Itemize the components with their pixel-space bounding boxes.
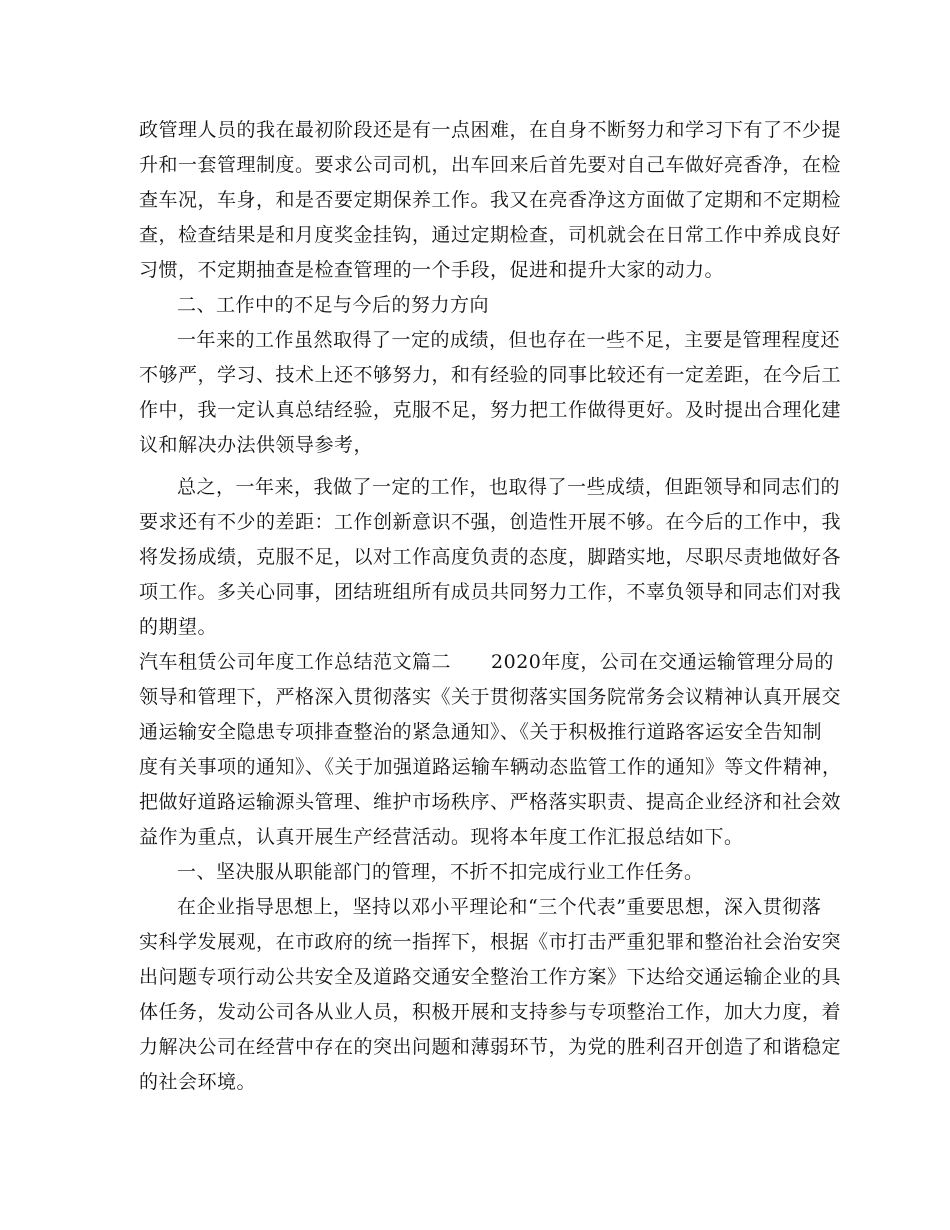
text-line: 政管理人员的我在最初阶段还是有一点困难，在自身不断努力和学习下有了不少提 — [139, 119, 842, 141]
text-line: 总之，一年来，我做了一定的工作，也取得了一些成绩，但距领导和同志们的 — [177, 476, 841, 498]
text-line: 将发扬成绩，克服不足，以对工作高度负责的态度，脚踏实地，尽职尽责地做好各 — [139, 546, 842, 568]
text-line: 不够严，学习、技术上还不够努力，和有经验的同事比较还有一定差距，在今后工 — [139, 364, 842, 386]
text-line: 在企业指导思想上，坚持以邓小平理论和“三个代表”重要思想，深入贯彻落 — [177, 896, 822, 918]
text-line: 出问题专项行动公共安全及道路交通安全整治工作方案》下达给交通运输企业的具 — [139, 966, 842, 988]
text-line: 体任务，发动公司各从业人员，积极开展和支持参与专项整治工作，加大力度，着 — [139, 1001, 842, 1023]
text-line: 通运输安全隐患专项排查整治的紧急通知》、《关于积极推行道路客运安全告知制 — [139, 721, 823, 743]
text-line: 项工作。多关心同事，团结班组所有成员共同努力工作，不辜负领导和同志们对我 — [139, 581, 842, 603]
text-line: 习惯，不定期抽查是检查管理的一个手段，促进和提升大家的动力。 — [139, 259, 725, 281]
text-line: 益作为重点，认真开展生产经营活动。现将本年度工作汇报总结如下。 — [139, 826, 744, 848]
section-heading: 二、工作中的不足与今后的努力方向 — [177, 294, 490, 316]
text-line: 议和解决办法供领导参考， — [139, 434, 374, 456]
section-heading: 一、坚决服从职能部门的管理，不折不扣完成行业工作任务。 — [177, 861, 704, 883]
article-title: 汽车租赁公司年度工作总结范文篇二 — [139, 651, 452, 673]
text-line: 查，检查结果是和月度奖金挂钩，通过定期检查，司机就会在日常工作中养成良好 — [139, 224, 842, 246]
text-line: 的社会环境。 — [139, 1071, 257, 1093]
text-line: 把做好道路运输源头管理、维护市场秩序、严格落实职责、提高企业经济和社会效 — [139, 791, 842, 813]
text-line — [139, 649, 834, 675]
text-line: 作中，我一定认真总结经验，克服不足，努力把工作做得更好。及时提出合理化建 — [139, 399, 842, 421]
text-line: 查车况，车身，和是否要定期保养工作。我又在亮香净这方面做了定期和不定期检 — [139, 189, 842, 211]
text-fragment: 2020年度，公司在交通运输管理分局的 — [491, 651, 834, 673]
text-line: 升和一套管理制度。要求公司司机，出车回来后首先要对自己车做好亮香净，在检 — [139, 154, 842, 176]
text-line: 度有关事项的通知》、《关于加强道路运输车辆动态监管工作的通知》等文件精神， — [139, 756, 842, 778]
text-line: 要求还有不少的差距：工作创新意识不强，创造性开展不够。在今后的工作中，我 — [139, 511, 842, 533]
text-line: 的期望。 — [139, 616, 218, 638]
text-line: 力解决公司在经营中存在的突出问题和薄弱环节，为党的胜利召开创造了和谐稳定 — [139, 1036, 842, 1058]
text-line: 实科学发展观，在市政府的统一指挥下，根据《市打击严重犯罪和整治社会治安突 — [139, 931, 842, 953]
text-line: 领导和管理下，严格深入贯彻落实《关于贯彻落实国务院常务会议精神认真开展交 — [139, 686, 842, 708]
text-line: 一年来的工作虽然取得了一定的成绩，但也存在一些不足，主要是管理程度还 — [177, 329, 841, 351]
